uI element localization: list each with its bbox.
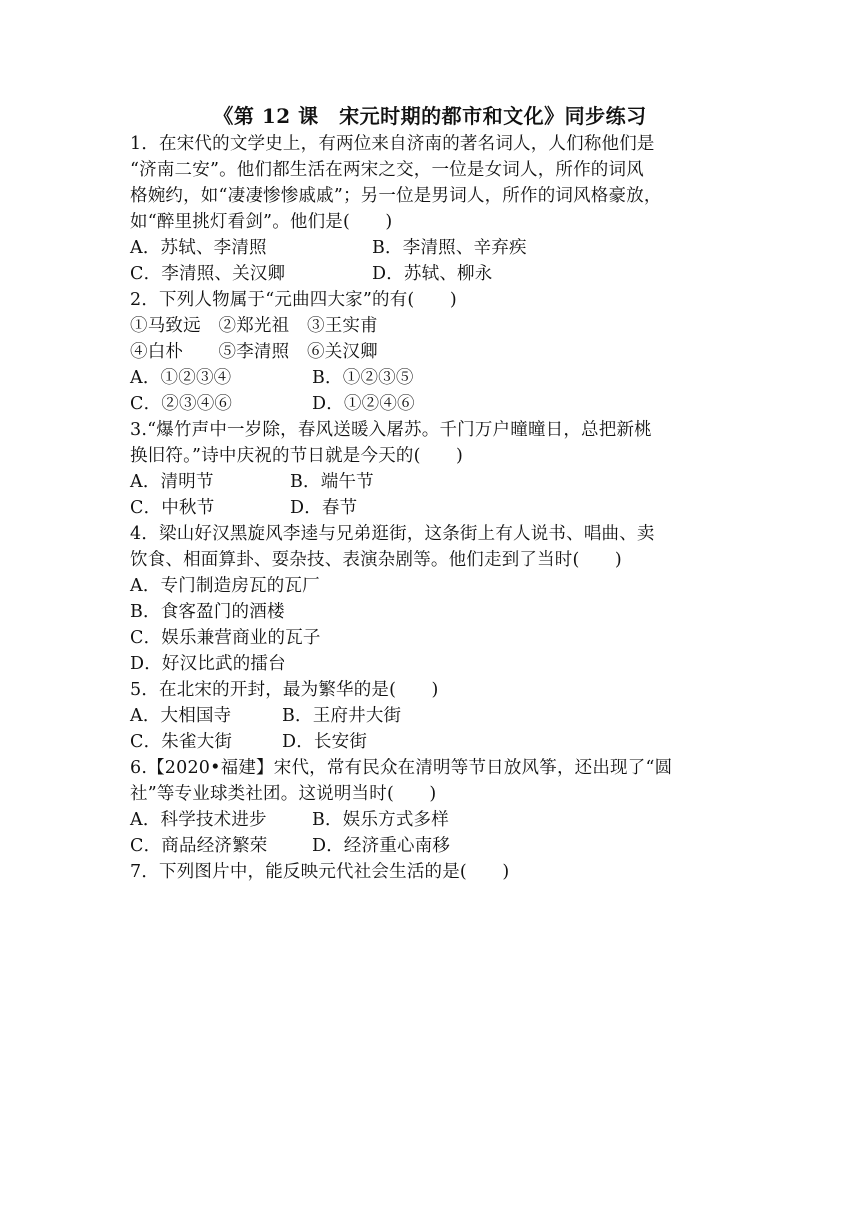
question-3-stem-line-1: 3.“爆竹声中一岁除，春风送暖入屠苏。千门万户曈曈日，总把新桃 <box>130 420 652 440</box>
question-6-option-a: A．科学技术进步 <box>130 810 267 830</box>
question-4-stem-line-1: 4．梁山好汉黑旋风李逵与兄弟逛街，这条街上有人说书、唱曲、卖 <box>130 524 655 544</box>
question-3-option-b: B．端午节 <box>290 472 374 492</box>
question-5-options-row-1 <box>130 703 730 729</box>
question-2-option-d: D．①②④⑥ <box>312 394 415 414</box>
question-3-stem-line-2: 换旧符。”诗中庆祝的节日就是今天的( ) <box>130 446 464 466</box>
question-2-stem: 2．下列人物属于“元曲四大家”的有( ) <box>130 290 457 310</box>
question-4-option-b: B．食客盈门的酒楼 <box>130 602 285 622</box>
question-5-option-a: A．大相国寺 <box>130 706 232 726</box>
question-4-stem-line-2: 饮食、相面算卦、耍杂技、表演杂剧等。他们走到了当时( ) <box>130 550 622 570</box>
question-2-option-c: C．②③④⑥ <box>130 394 233 414</box>
question-4-option-a: A．专门制造房瓦的瓦厂 <box>130 576 320 596</box>
question-3-options-row-1 <box>130 469 730 495</box>
question-5-option-c: C．朱雀大街 <box>130 732 233 752</box>
question-7 <box>130 859 730 885</box>
question-3-options-row-2 <box>130 495 730 521</box>
page-title: 《第 12 课 宋元时期的都市和文化》同步练习 <box>213 104 647 128</box>
question-1-option-d: D．苏轼、柳永 <box>372 264 493 284</box>
question-2-options-row-2 <box>130 391 730 417</box>
question-2 <box>130 287 730 417</box>
question-6-option-c: C．商品经济繁荣 <box>130 836 268 856</box>
question-4-option-d: D．好汉比武的擂台 <box>130 654 286 674</box>
worksheet-page <box>130 103 730 885</box>
question-5-options-row-2 <box>130 729 730 755</box>
question-6-options-row-1 <box>130 807 730 833</box>
question-1-stem-line-1: 1．在宋代的文学史上，有两位来自济南的著名词人，人们称他们是 <box>130 134 655 154</box>
question-3-option-a: A．清明节 <box>130 472 214 492</box>
question-2-option-b: B．①②③⑤ <box>312 368 414 388</box>
question-6-stem-line-2: 社”等专业球类社团。这说明当时( ) <box>130 784 437 804</box>
question-3-option-c: C．中秋节 <box>130 498 215 518</box>
question-1-option-b: B．李清照、辛弃疾 <box>372 238 527 258</box>
question-2-items-line-2: ④白朴 ⑤李清照 ⑥关汉卿 <box>130 342 378 362</box>
question-5-stem: 5．在北宋的开封，最为繁华的是( ) <box>130 680 439 700</box>
question-6-options-row-2 <box>130 833 730 859</box>
question-1-stem-line-2: “济南二安”。他们都生活在两宋之交，一位是女词人，所作的词风 <box>130 160 644 180</box>
question-1-stem-line-4: 如“醉里挑灯看剑”。他们是( ) <box>130 212 393 232</box>
question-5-option-d: D．长安街 <box>282 732 368 752</box>
question-7-stem: 7．下列图片中，能反映元代社会生活的是( ) <box>130 862 510 882</box>
question-4 <box>130 521 730 677</box>
question-1-option-a: A．苏轼、李清照 <box>130 238 267 258</box>
question-5-option-b: B．王府井大街 <box>282 706 402 726</box>
question-2-option-a: A．①②③④ <box>130 368 232 388</box>
question-2-options-row-1 <box>130 365 730 391</box>
question-1-option-c: C．李清照、关汉卿 <box>130 264 286 284</box>
question-6-option-b: B．娱乐方式多样 <box>312 810 449 830</box>
question-2-items-line-1: ①马致远 ②郑光祖 ③王实甫 <box>130 316 378 336</box>
question-1 <box>130 131 730 287</box>
question-1-options-row-2 <box>130 261 730 287</box>
question-4-option-c: C．娱乐兼营商业的瓦子 <box>130 628 321 648</box>
question-6-option-d: D．经济重心南移 <box>312 836 451 856</box>
question-6 <box>130 755 730 859</box>
question-3 <box>130 417 730 521</box>
question-1-stem-line-3: 格婉约，如“凄凄惨惨戚戚”；另一位是男词人，所作的词风格豪放， <box>130 186 662 206</box>
question-3-option-d: D．春节 <box>290 498 358 518</box>
question-1-options-row-1 <box>130 235 730 261</box>
question-5 <box>130 677 730 755</box>
question-6-stem-line-1: 6.【2020•福建】宋代，常有民众在清明等节日放风筝，还出现了“圆 <box>130 758 673 778</box>
